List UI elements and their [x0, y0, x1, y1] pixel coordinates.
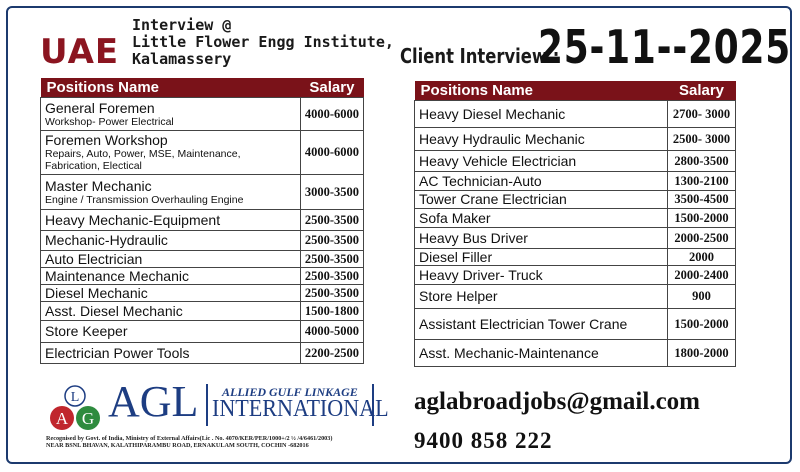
position-column-header: Positions Name	[41, 78, 301, 98]
position-name: Maintenance Mechanic	[45, 267, 189, 284]
recognition-text	[46, 435, 332, 449]
salary-cell: 2500-3500	[300, 251, 363, 268]
salary-cell: 3000-3500	[300, 175, 363, 210]
contact-phone[interactable]: 9400 858 222	[414, 428, 553, 453]
salary-cell: 2200-2500	[300, 343, 363, 364]
table-row	[41, 321, 364, 343]
position-name: Heavy Mechanic-Equipment	[45, 211, 221, 228]
position-cell	[41, 343, 301, 364]
logo-letter: G	[81, 409, 95, 428]
position-cell	[41, 98, 301, 131]
brand-subname: INTERNATIONAL	[212, 396, 389, 422]
position-cell: Heavy Hydraulic Mechanic	[415, 128, 668, 151]
position-name: Foremen Workshop	[45, 132, 168, 148]
position-cell	[41, 231, 301, 251]
position-cell	[41, 268, 301, 285]
salary-cell: 1500-2000	[668, 209, 736, 228]
position-cell	[41, 321, 301, 343]
country-title: UAE	[40, 32, 120, 72]
position-cell: Diesel Filler	[415, 249, 668, 266]
table-row	[415, 309, 736, 340]
position-cell	[41, 302, 301, 321]
table-row	[41, 268, 364, 285]
position-cell	[41, 175, 301, 210]
salary-cell: 1500-1800	[300, 302, 363, 321]
table-row	[41, 251, 364, 268]
position-column-header: Positions Name	[415, 81, 668, 101]
salary-cell: 2000-2400	[668, 266, 736, 285]
agl-logo	[46, 377, 389, 449]
table-row	[41, 343, 364, 364]
salary-cell: 2000-2500	[668, 228, 736, 249]
position-name: Auto Electrician	[45, 250, 143, 267]
table-row	[415, 151, 736, 172]
salary-cell: 2000	[668, 249, 736, 266]
salary-cell: 2500- 3000	[668, 128, 736, 151]
client-interview-label: Client Interview :	[400, 44, 560, 68]
position-cell	[41, 251, 301, 268]
table-row	[415, 101, 736, 128]
address-line: NEAR BSNL BHAVAN, KALATHIPARAMBU ROAD, ERNAKULAM SOUTH, COCHIN -682016	[46, 442, 309, 449]
salary-cell: 2500-3500	[300, 285, 363, 302]
interview-line: Kalamassery	[132, 50, 232, 68]
position-name: Master Mechanic	[45, 177, 152, 194]
table-row	[415, 285, 736, 309]
position-cell: Store Helper	[415, 285, 668, 309]
contact-email[interactable]: aglabroadjobs@gmail.com	[414, 388, 700, 415]
position-cell: Assistant Electrician Tower Crane	[415, 309, 668, 340]
salary-cell: 2700- 3000	[668, 101, 736, 128]
table-row	[41, 175, 364, 210]
logo-letter: A	[55, 409, 69, 428]
table-row	[415, 340, 736, 367]
table-row	[415, 172, 736, 191]
position-cell: Heavy Diesel Mechanic	[415, 101, 668, 128]
table-row	[41, 285, 364, 302]
salary-cell: 4000-6000	[300, 98, 363, 131]
salary-cell: 1300-2100	[668, 172, 736, 191]
position-cell: Heavy Bus Driver	[415, 228, 668, 249]
salary-cell: 4000-6000	[300, 131, 363, 175]
salary-column-header: Salary	[300, 78, 363, 98]
logo-letter: L	[70, 390, 80, 405]
salary-cell: 1500-2000	[668, 309, 736, 340]
salary-cell: 3500-4500	[668, 191, 736, 209]
salary-cell: 2500-3500	[300, 210, 363, 231]
salary-cell: 2500-3500	[300, 231, 363, 251]
position-detail: Engine / Transmission Overhauling Engine	[45, 193, 244, 206]
interview-line: Interview @	[132, 16, 232, 34]
position-cell: Sofa Maker	[415, 209, 668, 228]
interview-venue	[132, 17, 394, 68]
table-row	[41, 131, 364, 175]
position-cell: Heavy Driver- Truck	[415, 266, 668, 285]
position-name: Asst. Diesel Mechanic	[45, 302, 183, 319]
position-cell	[41, 285, 301, 302]
brand-tagline: ALLIED GULF LINKAGE	[222, 385, 358, 399]
table-row	[415, 128, 736, 151]
position-detail: Repairs, Auto, Power, MSE, Maintenance, Fabrication, Electical	[45, 148, 241, 172]
position-cell	[41, 210, 301, 231]
salary-cell: 2800-3500	[668, 151, 736, 172]
position-name: Mechanic-Hydraulic	[45, 232, 168, 248]
position-name: Electrician Power Tools	[45, 344, 190, 361]
table-row	[41, 210, 364, 231]
table-row	[415, 228, 736, 249]
position-cell	[41, 131, 301, 175]
position-cell: AC Technician-Auto	[415, 172, 668, 191]
table-row	[41, 302, 364, 321]
table-row	[41, 231, 364, 251]
position-cell: Tower Crane Electrician	[415, 191, 668, 209]
table-row	[415, 266, 736, 285]
salary-cell: 900	[668, 285, 736, 309]
agl-circles-icon	[46, 384, 104, 434]
position-cell: Heavy Vehicle Electrician	[415, 151, 668, 172]
recognition-line: Recognised by Govt. of India, Ministry of External Affairs(Lic . No. 4070/KER/PER/1000+/2 ½ /4/6461/2003)	[46, 435, 333, 442]
salary-cell: 1800-2000	[668, 340, 736, 367]
table-row	[41, 98, 364, 131]
table-row	[415, 191, 736, 209]
position-detail: Workshop- Power Electrical	[45, 115, 174, 128]
salary-cell: 4000-5000	[300, 321, 363, 343]
interview-date: 25-11--2025	[538, 20, 791, 74]
position-name: Diesel Mechanic	[45, 284, 148, 301]
table-row	[415, 249, 736, 266]
salary-column-header: Salary	[668, 81, 736, 101]
interview-line: Little Flower Engg Institute,	[132, 33, 394, 51]
position-name: General Foremen	[45, 99, 155, 116]
position-name: Store Keeper	[45, 323, 128, 339]
brand-name: AGL	[108, 377, 199, 426]
left-positions-table	[40, 78, 364, 364]
salary-cell: 2500-3500	[300, 268, 363, 285]
right-positions-table	[414, 81, 736, 367]
table-row	[415, 209, 736, 228]
position-cell: Asst. Mechanic-Maintenance	[415, 340, 668, 367]
